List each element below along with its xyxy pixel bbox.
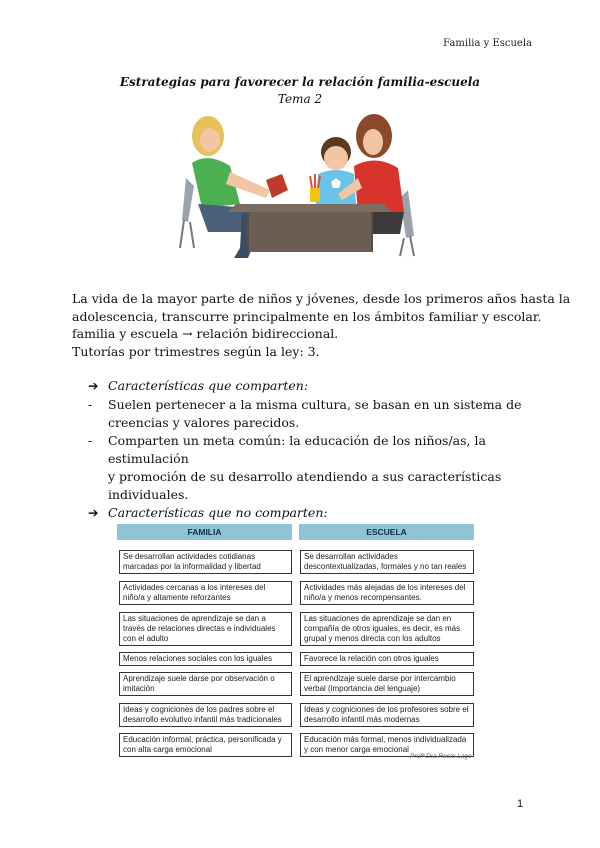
arrow-icon: ➔ [88,378,99,393]
list-item [88,432,538,504]
bullet-line: creencias y valores parecidos. [108,415,300,430]
table-cell: Menos relaciones sociales con los iguales [119,652,292,666]
list-item [88,396,538,432]
intro-line: Tutorías por trimestres según la ley: 3. [72,343,320,359]
table-cell: Actividades cercanas a los intereses del niño/a y altamente reforzantes [119,581,292,605]
table-cell: Las situaciones de aprendizaje se dan en compañía de otros iguales, es decir, es más grupal y menos directa con los adultos [300,612,474,646]
table-cell: Ideas y cogniciones de los padres sobre el desarrollo evolutivo infantil más tradicionales [119,703,292,727]
comparison-table [117,524,474,762]
bullet-line: Comparten un meta común: la educación de los niños/as, la estimulación [108,433,486,466]
arrow-icon: ➔ [88,505,99,520]
bullet-line: individuales. [108,487,189,502]
table-cell: El aprendizaje suele darse por intercambio verbal (importancia del lenguaje) [300,672,474,696]
bullet-line: y promoción de su desarrollo atendiendo a sus características [108,469,502,484]
table-cell: Aprendizaje suele darse por observación o imitación [119,672,292,696]
intro-line: La vida de la mayor parte de niños y jóvenes, desde los primeros años hasta la [72,291,571,306]
table-header-escuela: ESCUELA [299,524,474,540]
table-cell: Se desarrollan actividades cotidianas marcadas por la informalidad y libertad [119,550,292,574]
intro-line: adolescencia, transcurre principalmente en los ámbitos familiar y escolar. [72,308,542,324]
dash-bullet: - [88,433,93,448]
dash-bullet: - [88,397,93,412]
section-shared-heading [88,378,308,393]
table-cell: Favorece la relación con otros iguales [300,652,474,666]
table-cell: Ideas y cogniciones de los profesores sobre el desarrollo infantil más modernas [300,703,474,727]
intro-line: familia y escuela → relación bidireccional. [72,326,339,341]
table-credit: Profª Dra Rocío Lago [410,753,472,760]
table-cell: Las situaciones de aprendizaje se dan a través de relaciones directas e individuales con el adulto [119,612,292,646]
document-subtitle: Tema 2 [277,92,323,106]
section-heading-text: Características que comparten: [108,378,309,393]
table-cell: Se desarrollan actividades descontextualizadas, formales y no tan reales [300,550,474,574]
document-title: Estrategias para favorecer la relación familia-escuela [119,75,481,89]
table-cell: Educación más formal, menos individualizada y con menor carga emocional [300,733,474,757]
family-school-illustration [178,108,418,260]
intro-paragraph [72,290,571,360]
table-cell: Actividades más alejadas de los intereses del niño/a y menos recompensantes. [300,581,474,605]
table-header-familia: FAMILIA [117,524,292,540]
running-header: Familia y Escuela [443,38,532,49]
page-number: 1 [517,798,524,810]
table-cell: Educación informal, práctica, personificada y con alta carga emocional [119,733,292,757]
section-heading-text: Características que no comparten: [108,505,328,520]
section-not-shared-heading [88,505,328,520]
bullet-line: Suelen pertenecer a la misma cultura, se basan en un sistema de [108,397,522,412]
